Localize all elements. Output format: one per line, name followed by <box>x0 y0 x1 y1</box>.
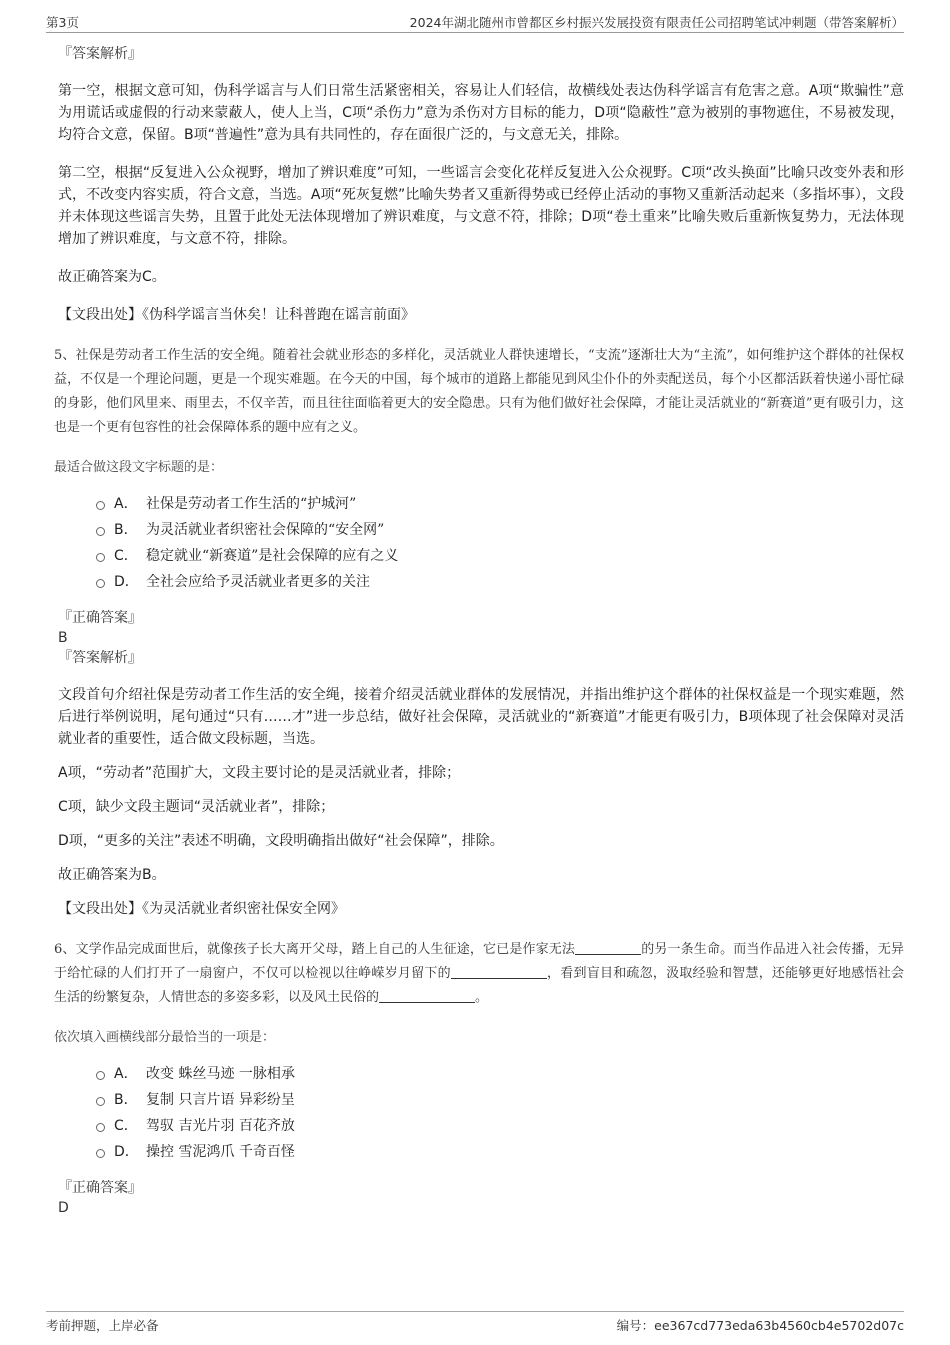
document-title: 2024年湖北随州市曾都区乡村振兴发展投资有限责任公司招聘笔试冲刺题（带答案解析） <box>409 15 904 30</box>
source-citation: 【文段出处】《为灵活就业者织密社保安全网》 <box>58 901 345 917</box>
source-citation: 【文段出处】《伪科学谣言当休矣！让科普跑在谣言前面》 <box>58 307 415 323</box>
option-letter: B． <box>114 522 138 538</box>
radio-icon[interactable] <box>96 527 105 536</box>
option-text: 全社会应给予灵活就业者更多的关注 <box>146 574 370 590</box>
option-text: 社保是劳动者工作生活的“护城河” <box>146 496 357 512</box>
option-c[interactable] <box>96 542 904 568</box>
stem-text: 6、文学作品完成面世后，就像孩子长大离开父母，踏上自己的人生征途，它已是作家无法 <box>54 942 576 957</box>
correct-answer-value: B <box>58 630 68 646</box>
page-number: 第3页 <box>46 15 79 30</box>
analysis-paragraph: 第二空，根据“反复进入公众视野，增加了辨识难度”可知，一些谣言会变化花样反复进入公众视野。C项“改头换面”比喻只改变外表和形式，不改变内容实质，符合文意，当选。A项“死灰复燃”比喻失势者又重新得势或已经停止活动的事物又重新活动起来（多指坏事），文段并未体现这些谣言失势，且置于此处无法体现增加了辨识难度，与文意不符，排除；D项“卷土重来”比喻失败后重新恢复势力，无法体现增加了辨识难度，与文意不符，排除。 <box>58 165 904 247</box>
option-c[interactable] <box>96 1112 904 1138</box>
option-text: 驾驭 吉光片羽 百花齐放 <box>146 1118 295 1134</box>
option-b[interactable] <box>96 516 904 542</box>
option-text: 为灵活就业者织密社会保障的“安全网” <box>146 522 385 538</box>
radio-icon[interactable] <box>96 1149 105 1158</box>
radio-icon[interactable] <box>96 1097 105 1106</box>
page-content <box>54 44 904 1218</box>
stem-text: 的另一条生命。而当作品进入社会传播，无异于给忙碌的人们打开了一扇窗户，不仅可以检视以往峥嵘岁月留下的 <box>54 942 904 981</box>
option-letter: D． <box>114 574 139 590</box>
answer-conclusion: 故正确答案为B。 <box>58 867 166 883</box>
stem-text: ，看到盲目和疏忽，汲取经验和智慧，还能够更好地感悟社会生活的纷繁复杂，人情世态的多姿多彩，以及风土民俗的 <box>54 966 904 1005</box>
question-6-prompt: 依次填入画横线部分最恰当的一项是： <box>54 1030 276 1045</box>
analysis-paragraph: 文段首句介绍社保是劳动者工作生活的安全绳，接着介绍灵活就业群体的发展情况，并指出维护这个群体的社保权益是一个现实难题，然后进行举例说明，尾句通过“只有……才”进一步总结，做好社会保障，灵活就业的“新赛道”才能更有吸引力，B项体现了社会保障对灵活就业者的重要性，适合做文段标题，当选。 <box>58 687 904 747</box>
fill-blank[interactable] <box>575 940 641 955</box>
correct-answer-label: 『正确答案』 <box>58 610 142 626</box>
option-letter: B． <box>114 1092 138 1108</box>
stem-text: 。 <box>475 990 489 1005</box>
answer-conclusion: 故正确答案为C。 <box>58 269 166 285</box>
option-b[interactable] <box>96 1086 904 1112</box>
radio-icon[interactable] <box>96 501 105 510</box>
footer-slogan: 考前押题，上岸必备 <box>46 1318 159 1333</box>
question-6-options <box>96 1060 904 1164</box>
document-id: 编号：ee367cd773eda63b4560cb4e5702d07c <box>616 1318 904 1333</box>
option-text: 稳定就业“新赛道”是社会保障的应有之义 <box>146 548 399 564</box>
radio-icon[interactable] <box>96 579 105 588</box>
option-letter: C． <box>114 548 138 564</box>
option-text: 操控 雪泥鸿爪 千奇百怪 <box>146 1144 295 1160</box>
page-footer <box>46 1311 904 1336</box>
option-text: 复制 只言片语 异彩纷呈 <box>146 1092 295 1108</box>
option-d[interactable] <box>96 568 904 594</box>
analysis-paragraph: 第一空，根据文意可知，伪科学谣言与人们日常生活紧密相关，容易让人们轻信，故横线处表达伪科学谣言有危害之意。A项“欺骗性”意为用谎话或虚假的行动来蒙蔽人，使人上当，C项“杀伤力”意为杀伤对方目标的能力，D项“隐蔽性”意为被别的事物遮住，不易被发现，均符合文意，保留。B项“普遍性”意为具有共同性的，存在面很广泛的，与文意无关，排除。 <box>58 83 904 143</box>
question-6-stem <box>54 938 904 1010</box>
question-5-stem: 5、社保是劳动者工作生活的安全绳。随着社会就业形态的多样化，灵活就业人群快速增长，“支流”逐渐壮大为“主流”，如何维护这个群体的社保权益，不仅是一个理论问题，更是一个现实难题。在今天的中国，每个城市的道路上都能见到风尘仆仆的外卖配送员，每个小区都活跃着快递小哥忙碌的身影，他们风里来、雨里去，不仅辛苦，而且往往面临着更大的安全隐患。只有为他们做好社会保障，才能让灵活就业的“新赛道”更有吸引力，这也是一个更有包容性的社会保障体系的题中应有之义。 <box>54 348 904 435</box>
question-5-prompt: 最适合做这段文字标题的是： <box>54 460 224 475</box>
option-letter: D． <box>114 1144 139 1160</box>
option-a[interactable] <box>96 490 904 516</box>
option-a[interactable] <box>96 1060 904 1086</box>
analysis-paragraph: D项，“更多的关注”表述不明确，文段明确指出做好“社会保障”，排除。 <box>58 833 504 849</box>
radio-icon[interactable] <box>96 1071 105 1080</box>
question-6-answer <box>58 1178 904 1218</box>
radio-icon[interactable] <box>96 1123 105 1132</box>
question-5-options <box>96 490 904 594</box>
question-5-answer <box>58 608 904 668</box>
option-text: 改变 蛛丝马迹 一脉相承 <box>146 1066 295 1082</box>
correct-answer-value: D <box>58 1200 69 1216</box>
option-letter: C． <box>114 1118 138 1134</box>
radio-icon[interactable] <box>96 553 105 562</box>
page-header <box>46 10 904 33</box>
option-letter: A． <box>114 1066 138 1082</box>
option-d[interactable] <box>96 1138 904 1164</box>
analysis-label: 『答案解析』 <box>58 46 142 62</box>
analysis-label: 『答案解析』 <box>58 650 142 666</box>
option-letter: A． <box>114 496 138 512</box>
analysis-paragraph: C项，缺少文段主题词“灵活就业者”，排除； <box>58 799 335 815</box>
analysis-paragraph: A项，“劳动者”范围扩大，文段主要讨论的是灵活就业者，排除； <box>58 765 461 781</box>
fill-blank[interactable] <box>451 964 547 979</box>
fill-blank[interactable] <box>379 988 475 1003</box>
correct-answer-label: 『正确答案』 <box>58 1180 142 1196</box>
